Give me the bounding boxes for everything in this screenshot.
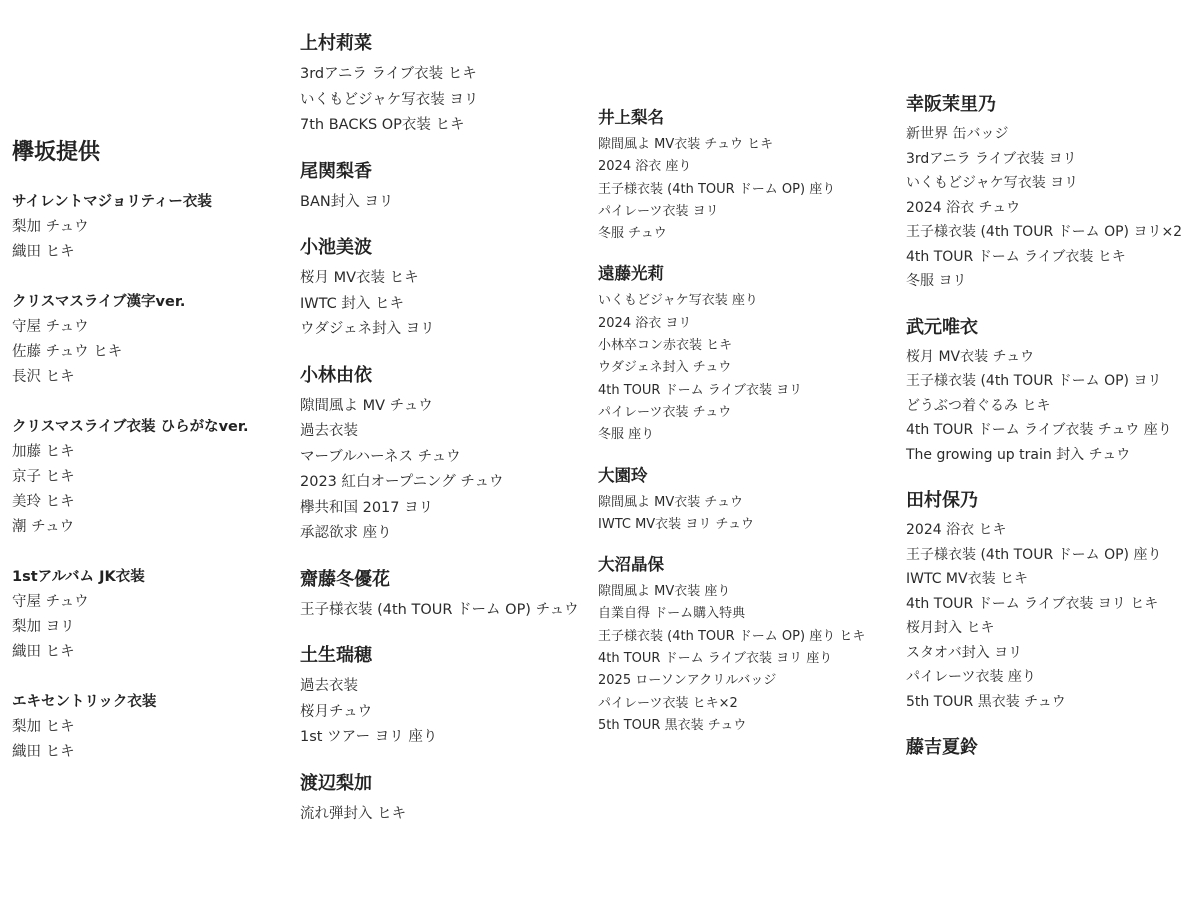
member-section <box>906 486 1198 714</box>
entry-line: 自業自得 ドーム購入特典 <box>598 606 746 622</box>
entry-line: The growing up train 封入 チュウ <box>906 446 1131 463</box>
member-name: 土生瑞穂 <box>300 645 372 666</box>
entry-line: 4th TOUR ドーム ライブ衣装 ヒキ <box>906 248 1126 265</box>
entry-line: 隙間風よ MV衣装 チュウ <box>598 494 743 510</box>
entry-line: IWTC MV衣装 ヨリ チュウ <box>598 516 755 532</box>
member-section <box>598 104 898 245</box>
entry-line: 加藤 ヒキ <box>12 444 75 460</box>
entry-line: 長沢 ヒキ <box>12 369 75 385</box>
entry-line: 王子様衣装 (4th TOUR ドーム OP) 座り ヒキ <box>598 628 866 644</box>
member-section <box>906 733 1198 763</box>
entry-line: 桜月封入 ヒキ <box>906 620 995 636</box>
member-name: 上村莉菜 <box>300 33 372 54</box>
section-title: クリスマスライブ衣装 ひらがなver. <box>12 419 249 435</box>
section-title: 1stアルバム JK衣装 <box>12 569 145 585</box>
entry-line: 織田 ヒキ <box>12 244 75 260</box>
entry-line: スタオバ封入 ヨリ <box>906 644 1023 661</box>
section-title: エキセントリック衣装 <box>12 694 157 710</box>
member-name: 大沼晶保 <box>598 555 664 575</box>
costume-section <box>12 290 282 390</box>
entry-line: 欅共和国 2017 ヨリ <box>300 499 434 516</box>
entry-line: 隙間風よ MV衣装 座り <box>598 584 731 600</box>
entry-line: 2024 浴衣 ヒキ <box>906 522 1007 538</box>
entry-line: 王子様衣装 (4th TOUR ドーム OP) ヨリ×2 <box>906 224 1183 240</box>
page-title: 欅坂提供 <box>12 140 101 165</box>
member-section <box>598 260 898 446</box>
costume-section <box>12 190 282 265</box>
member-section <box>598 462 898 537</box>
entry-line: 冬服 ヨリ <box>906 273 967 289</box>
entry-line: 2024 浴衣 座り <box>598 159 692 175</box>
member-name: 武元唯衣 <box>906 316 978 338</box>
member-name: 藤吉夏鈴 <box>906 737 978 758</box>
entry-line: ウダジェネ封入 チュウ <box>598 360 732 376</box>
entry-line: 守屋 チュウ <box>12 319 89 335</box>
entry-line: 梨加 チュウ <box>12 219 89 235</box>
member-section <box>300 640 600 751</box>
member-name: 尾関梨香 <box>300 160 372 182</box>
entry-line: 3rdアニラ ライブ衣装 ヒキ <box>300 66 477 82</box>
entry-line: どうぶつ着ぐるみ ヒキ <box>906 397 1051 414</box>
member-name: 遠藤光莉 <box>598 264 664 284</box>
column-2 <box>300 28 600 844</box>
entry-line: 桜月チュウ <box>300 703 373 720</box>
member-section <box>906 313 1198 468</box>
section-title: クリスマスライブ漢字ver. <box>12 294 186 310</box>
entry-line: 梨加 ヒキ <box>12 719 75 735</box>
member-section <box>300 360 600 547</box>
entry-line: 桜月 MV衣装 チュウ <box>906 348 1035 365</box>
entry-line: 2024 浴衣 チュウ <box>906 199 1021 216</box>
member-name: 井上梨名 <box>598 108 664 127</box>
entry-line: 新世界 缶バッジ <box>906 126 1009 142</box>
entry-line: IWTC MV衣装 ヒキ <box>906 571 1029 587</box>
entry-line: 承認欲求 座り <box>300 525 392 541</box>
entry-line: 冬服 座り <box>598 427 655 443</box>
entry-line: 潮 チュウ <box>12 519 75 535</box>
entry-line: 隙間風よ MV衣装 チュウ ヒキ <box>598 137 774 152</box>
entry-line: IWTC 封入 ヒキ <box>300 295 404 312</box>
costume-section <box>12 565 282 665</box>
member-section <box>598 551 898 737</box>
member-section <box>300 232 600 343</box>
member-name: 小林由依 <box>300 364 372 386</box>
entry-line: 7th BACKS OP衣装 ヒキ <box>300 117 465 133</box>
member-name: 齋藤冬優花 <box>300 568 390 590</box>
entry-line: 過去衣装 <box>300 678 358 694</box>
entry-line: 5th TOUR 黒衣装 チュウ <box>598 717 747 733</box>
entry-line: 5th TOUR 黒衣装 チュウ <box>906 693 1066 710</box>
member-section <box>300 564 600 624</box>
member-section <box>300 156 600 216</box>
section-title: サイレントマジョリティー衣装 <box>12 194 212 210</box>
entry-line: 4th TOUR ドーム ライブ衣装 ヨリ ヒキ <box>906 595 1159 612</box>
entry-line: 織田 ヒキ <box>12 744 75 760</box>
entry-line: 桜月 MV衣装 ヒキ <box>300 270 419 286</box>
entry-line: 4th TOUR ドーム ライブ衣装 ヨリ 座り <box>598 651 833 667</box>
member-name: 小池美波 <box>300 237 372 258</box>
entry-line: パイレーツ衣装 チュウ <box>598 404 732 420</box>
entry-line: 4th TOUR ドーム ライブ衣装 ヨリ <box>598 382 803 398</box>
member-section <box>300 768 600 828</box>
entry-line: 佐藤 チュウ ヒキ <box>12 344 123 360</box>
column-1 <box>12 136 282 790</box>
entry-line: ウダジェネ封入 ヨリ <box>300 321 435 337</box>
entry-line: 美玲 ヒキ <box>12 494 75 510</box>
entry-line: 4th TOUR ドーム ライブ衣装 チュウ 座り <box>906 422 1172 438</box>
entry-line: 過去衣装 <box>300 423 358 439</box>
entry-line: 冬服 チュウ <box>598 226 667 242</box>
member-section <box>300 28 600 139</box>
entry-line: 流れ弾封入 ヒキ <box>300 805 407 822</box>
column-3 <box>598 104 898 752</box>
member-section <box>906 90 1198 294</box>
entry-line: パイレーツ衣装 座り <box>906 669 1036 685</box>
entry-line: 王子様衣装 (4th TOUR ドーム OP) 座り <box>598 181 836 197</box>
entry-line: マーブルハーネス チュウ <box>300 448 461 465</box>
entry-line: 京子 ヒキ <box>12 469 75 485</box>
entry-line: 守屋 チュウ <box>12 594 89 610</box>
entry-line: 2023 紅白オープニング チュウ <box>300 474 504 490</box>
entry-line: いくもどジャケ写衣装 ヨリ <box>906 175 1079 191</box>
entry-line: 織田 ヒキ <box>12 644 75 660</box>
entry-line: 隙間風よ MV チュウ <box>300 397 433 414</box>
entry-line: 梨加 ヨリ <box>12 619 75 635</box>
member-name: 田村保乃 <box>906 490 978 511</box>
costume-section <box>12 690 282 765</box>
column-4 <box>906 90 1198 782</box>
entry-line: BAN封入 ヨリ <box>300 193 394 210</box>
entry-line: 1st ツアー ヨリ 座り <box>300 729 438 745</box>
member-name: 幸阪茉里乃 <box>906 94 996 115</box>
entry-line: 3rdアニラ ライブ衣装 ヨリ <box>906 150 1077 167</box>
entry-line: 王子様衣装 (4th TOUR ドーム OP) 座り <box>906 546 1162 563</box>
entry-line: 小林卒コン赤衣装 ヒキ <box>598 338 733 354</box>
costume-section <box>12 415 282 540</box>
entry-line: パイレーツ衣装 ヒキ×2 <box>598 695 738 711</box>
member-name: 渡辺梨加 <box>300 772 372 794</box>
entry-line: 2025 ローソンアクリルバッジ <box>598 673 777 689</box>
member-name: 大園玲 <box>598 465 648 485</box>
entry-line: いくもどジャケ写衣装 座り <box>598 293 758 309</box>
entry-line: 2024 浴衣 ヨリ <box>598 315 692 331</box>
entry-line: 王子様衣装 (4th TOUR ドーム OP) チュウ <box>300 601 579 618</box>
entry-line: 王子様衣装 (4th TOUR ドーム OP) ヨリ <box>906 373 1162 389</box>
entry-line: パイレーツ衣装 ヨリ <box>598 203 719 219</box>
entry-line: いくもどジャケ写衣装 ヨリ <box>300 91 479 108</box>
